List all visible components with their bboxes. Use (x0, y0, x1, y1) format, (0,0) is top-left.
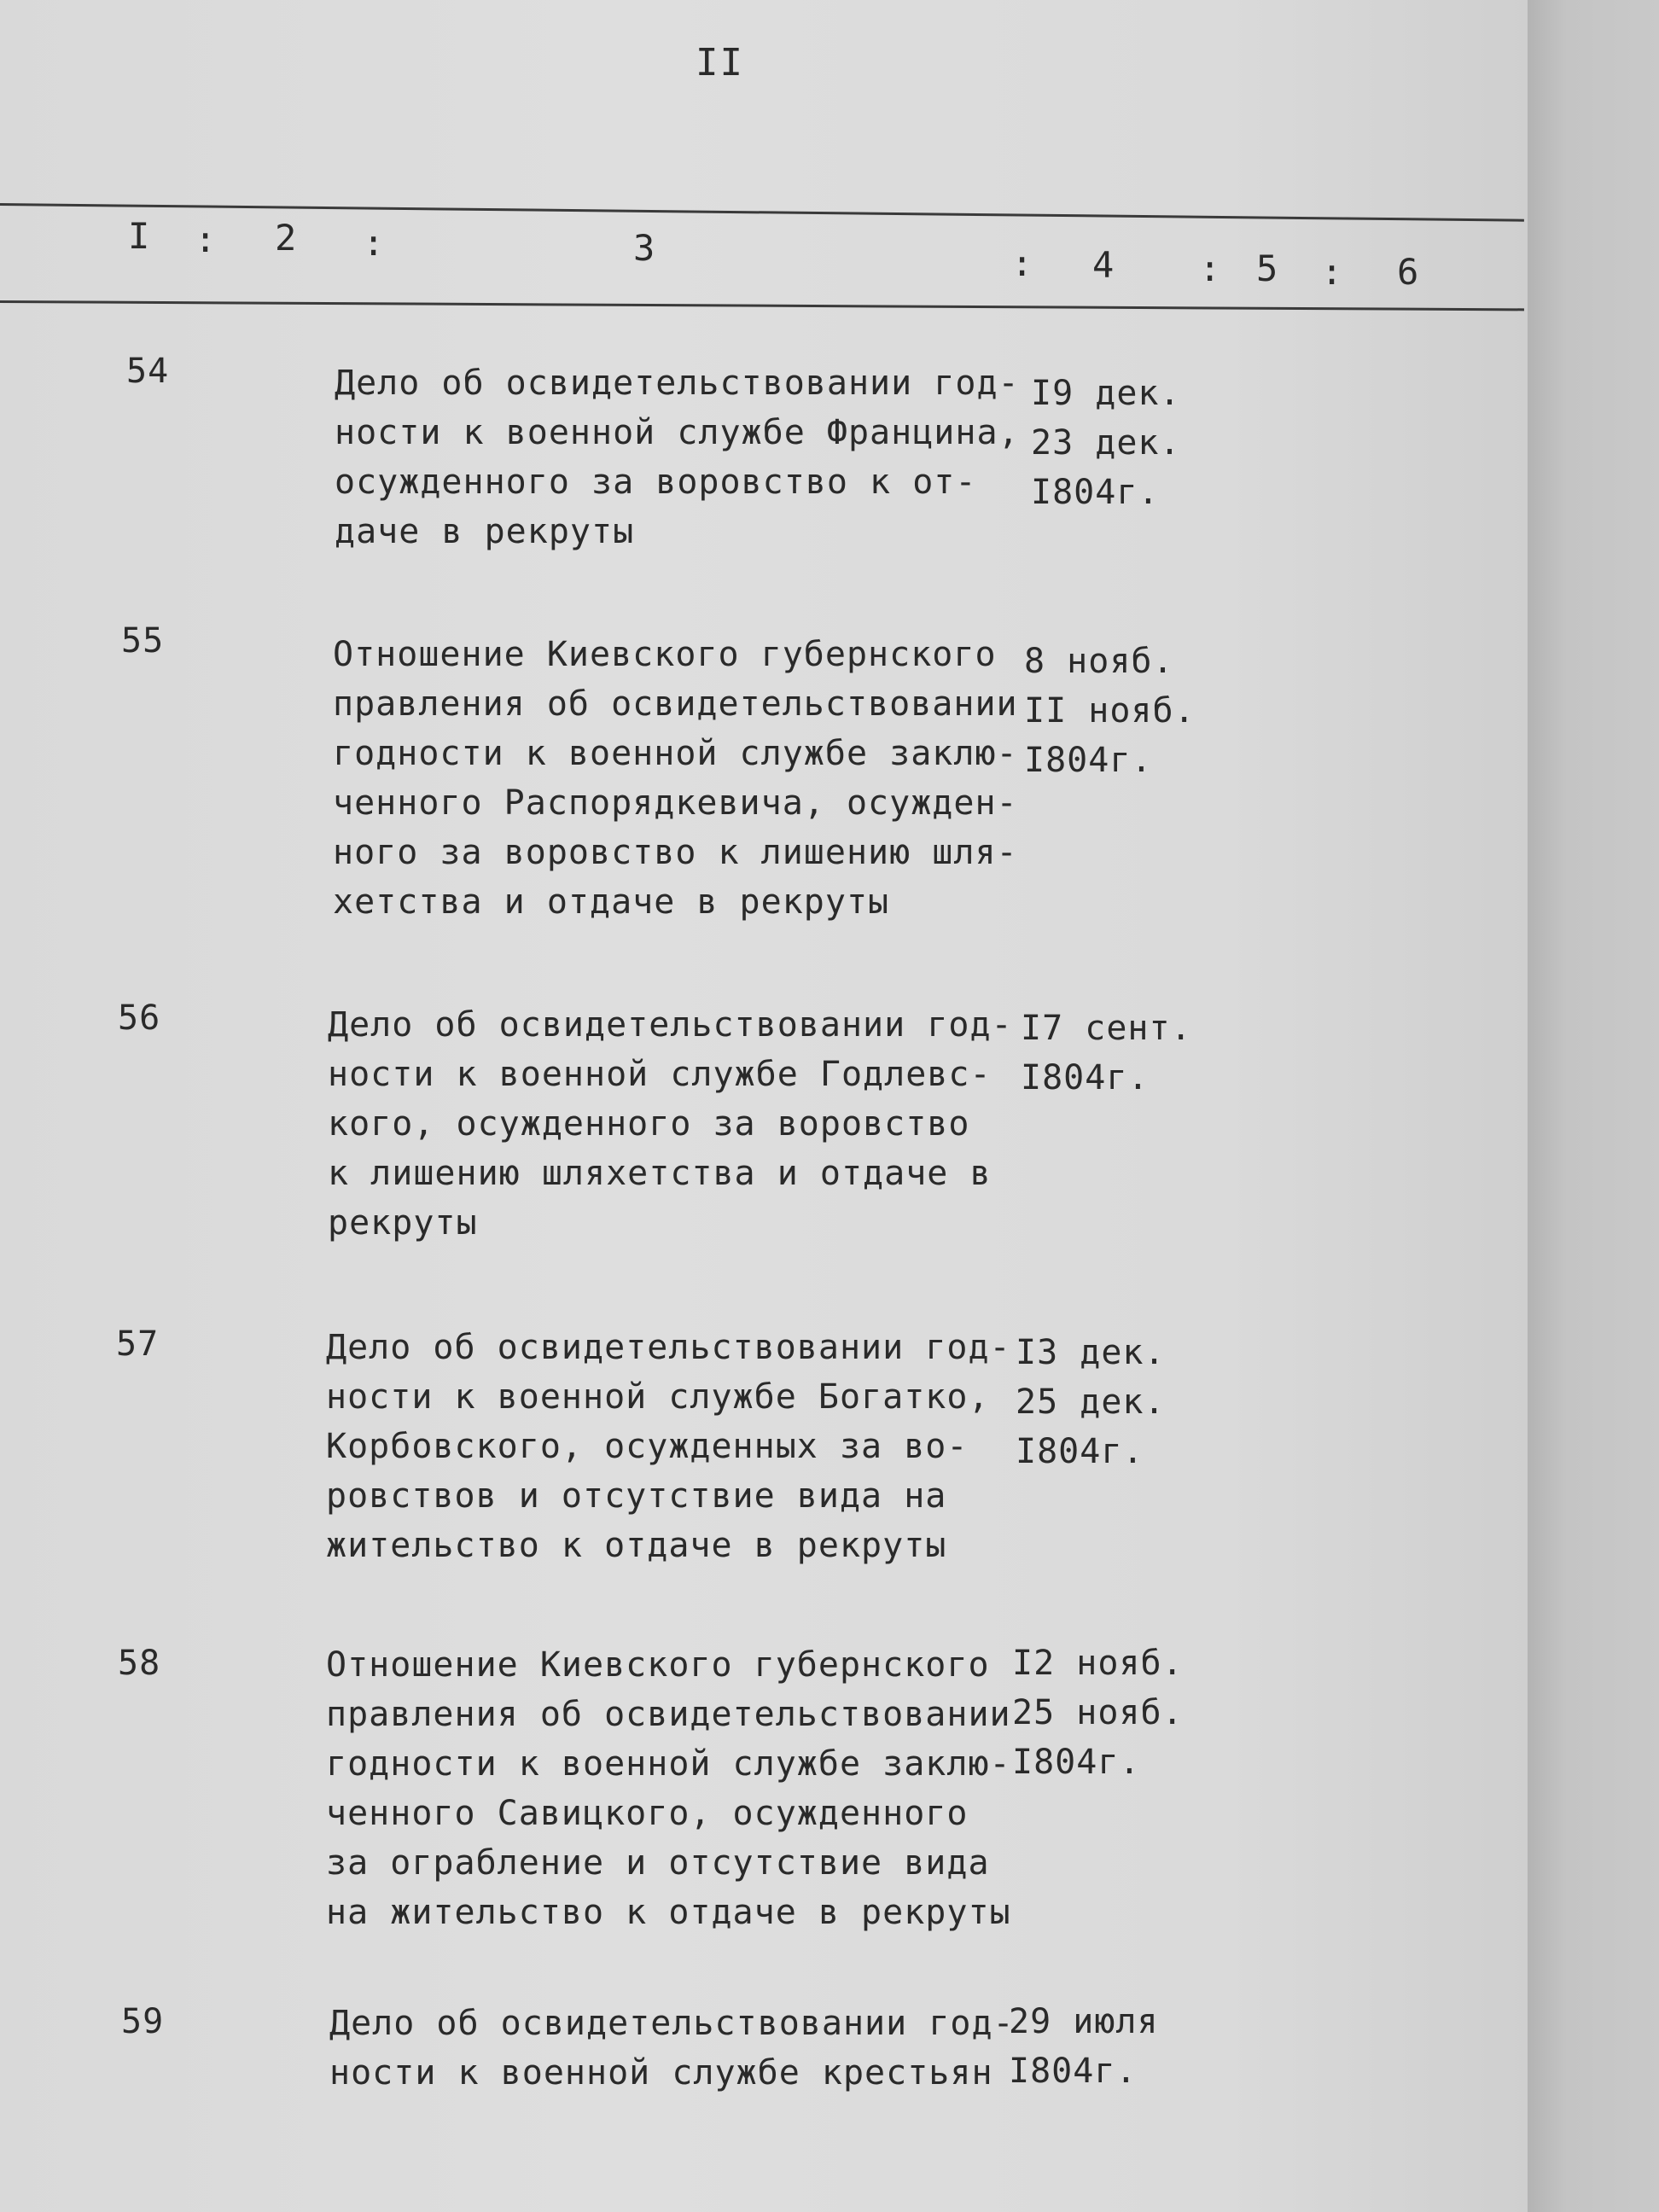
table-header-bottom-rule (0, 300, 1524, 311)
entry-dates: I3 дек. 25 дек. I804г. (1016, 1333, 1166, 1471)
entry-number: 55 (121, 621, 165, 661)
entry-number: 54 (126, 352, 170, 391)
column-separator: : (1321, 251, 1343, 293)
entry-dates: I2 нояб. 25 нояб. I804г. (1012, 1644, 1184, 1782)
column-header-2: 2 (275, 217, 297, 259)
page-edge-shadow (1528, 0, 1659, 2212)
column-header-4: 4 (1092, 244, 1115, 286)
column-separator: : (1011, 242, 1033, 284)
entry-dates: 29 июля I804г. (1009, 2002, 1159, 2091)
entry-description: Дело об освидетельствовании год- ности к военной службе Годлевс- кого, осужденного за воровство к лишению шляхетства и отдаче в рекруты (328, 1005, 1013, 1243)
entry-description: Дело об освидетельствовании год- ности к военной службе Богатко, Корбовского, осужденных за во- ровствов и отсутствие вида на жительство к отдаче в рекруты (326, 1328, 1011, 1565)
entry-description: Дело об освидетельствовании год- ности к военной службе крестьян (329, 2004, 1015, 2093)
entry-dates: 8 нояб. II нояб. I804г. (1024, 642, 1196, 780)
column-separator: : (1199, 247, 1221, 289)
page-number: II (696, 41, 744, 84)
column-header-5: 5 (1256, 247, 1278, 289)
column-separator: : (363, 222, 385, 264)
column-header-3: 3 (633, 227, 655, 269)
entry-description: Отношение Киевского губернского правления об освидетельствовании годности к военной службе заклю- ченного Распорядкевича, осужден- ного за воровство к лишению шля- хетства и отдаче в рекруты (333, 635, 1018, 922)
entry-description: Дело об освидетельствовании год- ности к военной службе Францина, осужденного за воровство к от- даче в рекруты (335, 364, 1020, 551)
entry-dates: I7 сент. I804г. (1021, 1009, 1192, 1097)
entry-description: Отношение Киевского губернского правления об освидетельствовании годности к военной службе заклю- ченного Савицкого, осужденного за ограбление и отсутствие вида на жительство к отдаче в рекруты (326, 1645, 1011, 1932)
column-separator: : (195, 218, 217, 260)
entry-number: 56 (118, 998, 161, 1038)
entry-number: 58 (118, 1644, 161, 1683)
entry-dates: I9 дек. 23 дек. I804г. (1031, 374, 1181, 512)
column-header-6: 6 (1397, 251, 1419, 293)
column-header-1: I (128, 215, 150, 257)
entry-number: 59 (121, 2002, 165, 2041)
table-header-top-rule (0, 203, 1524, 222)
entry-number: 57 (116, 1324, 160, 1364)
